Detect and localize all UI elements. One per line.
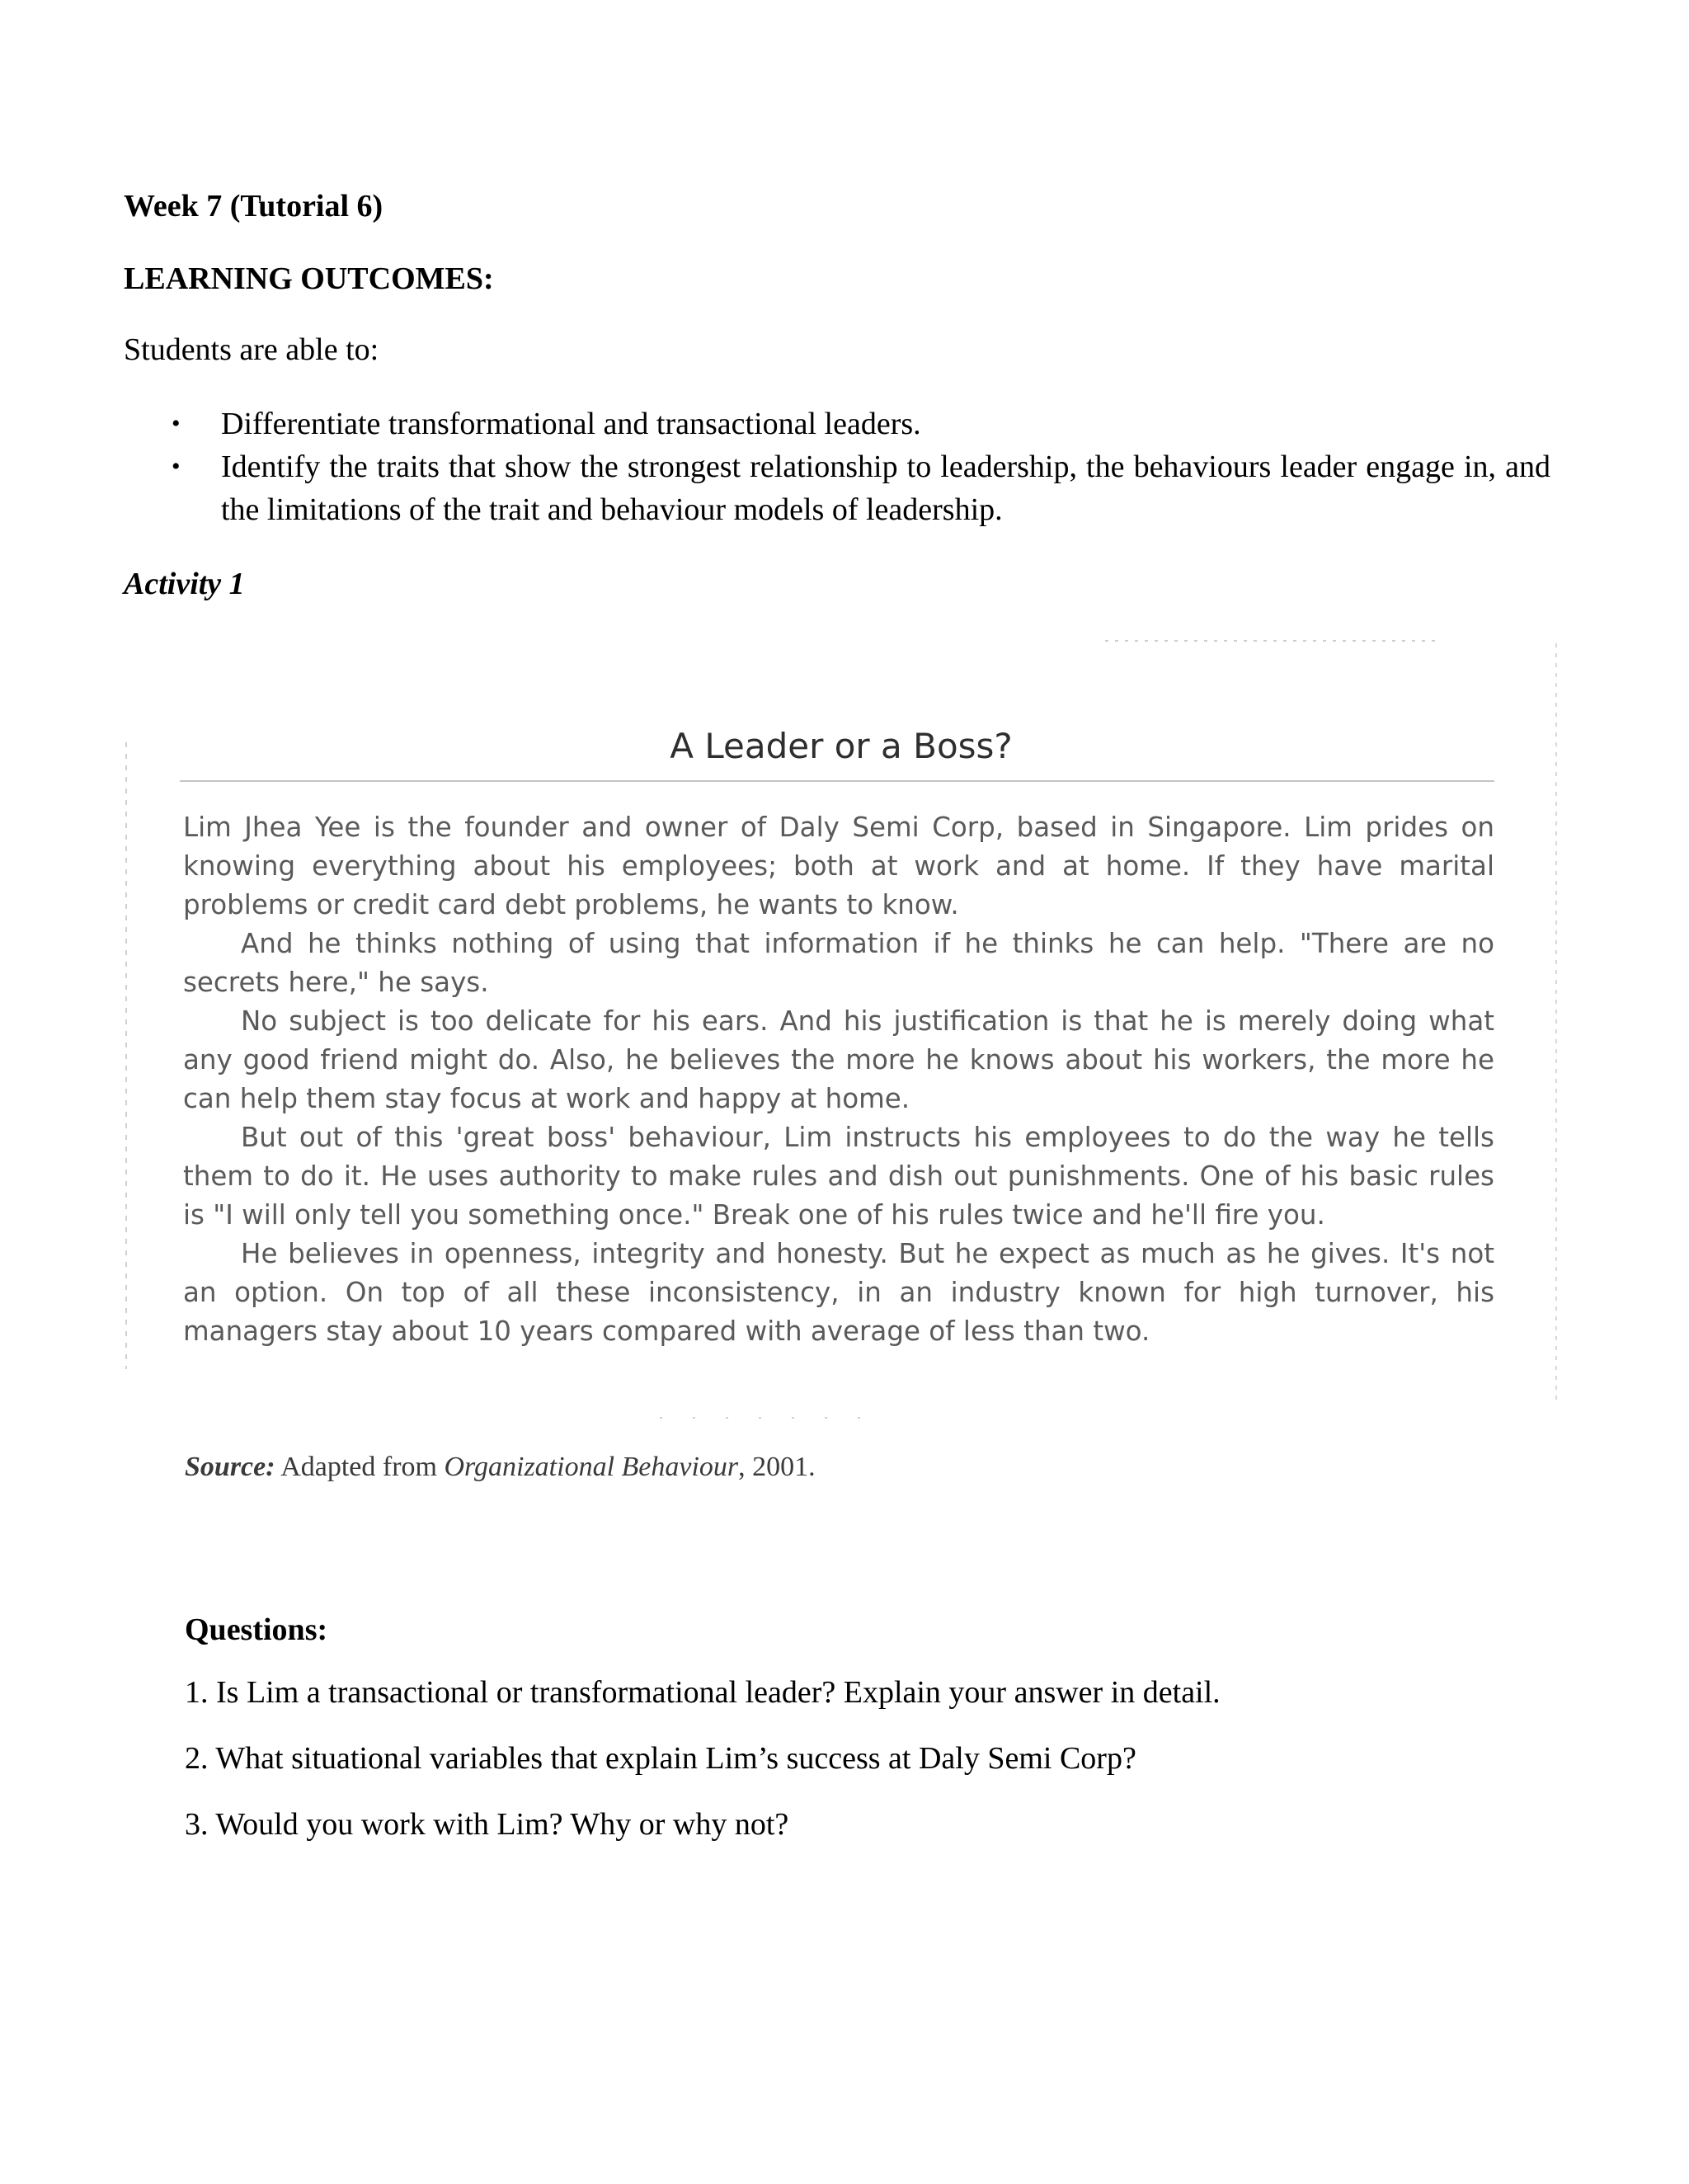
source-suffix: , 2001.: [738, 1452, 816, 1482]
outcome-item: [124, 402, 1550, 445]
case-paragraph: But out of this 'great boss' behaviour, Lim instructs his employees to do the way he tells them to do it. He uses authority to make rules and dish out punishments. One of his basic rules is "I will only tell you something once." Break one of his rules twice and he'll fire you.: [183, 1122, 1494, 1231]
source-prefix: Adapted from: [280, 1452, 437, 1482]
case-paragraph: He believes in openness, integrity and honesty. But he expect as much as he gives. It's not an option. On top of all these inconsistency, in an industry known for high turnover, his managers stay about 10 years compared with average of less than two.: [183, 1238, 1494, 1347]
question-item: 1. Is Lim a transactional or transformational leader? Explain your answer in detail.: [185, 1675, 1221, 1710]
case-study-body: [183, 808, 1494, 1351]
learning-outcomes-heading: LEARNING OUTCOMES:: [124, 261, 494, 296]
outcome-text: Differentiate transformational and transactional leaders.: [221, 407, 921, 441]
outcome-text: Identify the traits that show the strongest relationship to leadership, the behaviours leader engage in, and the limitations of the trait and behaviour models of leadership.: [221, 450, 1550, 527]
questions-heading: Questions:: [185, 1612, 328, 1647]
scan-artifact: [1105, 640, 1435, 642]
source-label: Source:: [185, 1452, 275, 1482]
case-paragraph: And he thinks nothing of using that information if he thinks he can help. "There are no secrets here," he says.: [183, 928, 1494, 998]
activity-label: Activity 1: [124, 567, 245, 601]
learning-outcomes-list: [124, 402, 1550, 531]
scan-artifact: [660, 1417, 891, 1419]
source-book-title: Organizational Behaviour: [444, 1452, 739, 1482]
case-study-title: A Leader or a Boss?: [670, 726, 1013, 766]
scan-artifact: [125, 742, 127, 1369]
question-item: 2. What situational variables that explain Lim’s success at Daly Semi Corp?: [185, 1741, 1136, 1776]
title-divider: [180, 780, 1494, 782]
scan-artifact: [1555, 643, 1557, 1402]
bullet-icon: •: [172, 410, 181, 437]
outcome-item: [124, 445, 1550, 531]
case-paragraph: Lim Jhea Yee is the founder and owner of Daly Semi Corp, based in Singapore. Lim prides on knowing everything about his employees; both at work and at home. If they have marital problems or credit card debt problems, he wants to know.: [183, 812, 1494, 920]
page-title: Week 7 (Tutorial 6): [124, 189, 383, 224]
bullet-icon: •: [172, 453, 181, 480]
questions-list: [185, 1674, 1221, 1872]
question-item: 3. Would you work with Lim? Why or why not?: [185, 1807, 789, 1842]
intro-text: Students are able to:: [124, 332, 379, 367]
source-citation: [185, 1452, 816, 1483]
case-paragraph: No subject is too delicate for his ears. And his justification is that he is merely doing what any good friend might do. Also, he believes the more he knows about his workers, the more he can help them stay focus at work and happy at home.: [183, 1005, 1494, 1114]
